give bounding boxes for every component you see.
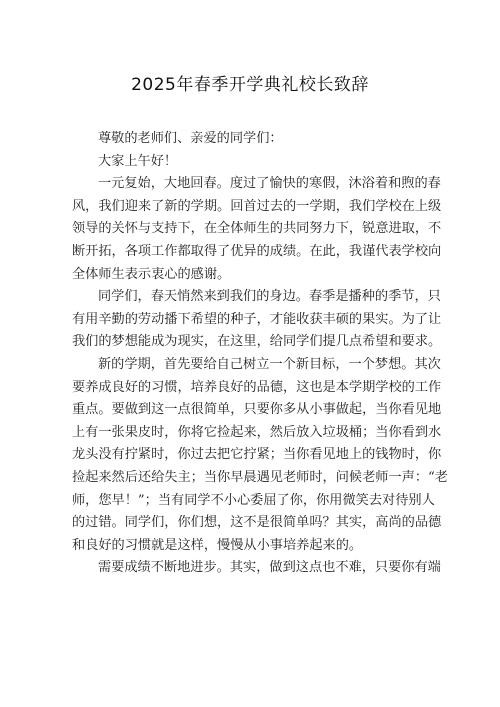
text-line: 全体师生表示衷心的感谢。 [72,266,231,282]
text-line: 新的学期，首先要给自己树立一个新目标，一个梦想。其次 [98,356,441,372]
text-line: 重点。要做到这一点很简单，只要你多从小事做起，当你看见地 [72,402,442,418]
text-line: 和良好的习惯就是这样，慢慢从小事培养起来的。 [72,537,363,553]
text-line: 需要成绩不断地进步。其实，做到这点也不难，只要你有端 [98,560,441,576]
text-line: 同学们，春天悄然来到我们的身边。春季是播种的季节，只 [98,289,441,305]
text-line: 大家上午好！ [98,153,178,169]
text-line: 师，您早！”；当有同学不小心委屈了你，你用微笑去对待别人 [72,492,435,508]
text-line: 领导的关怀与支持下，在全体师生的共同努力下，锐意进取，不 [72,221,442,237]
text-line: 要养成良好的习惯，培养良好的品德，这也是本学期学校的工作 [72,379,442,395]
text-line: 我们的梦想能成为现实，在这里，给同学们提几点希望和要求。 [72,334,442,350]
text-line: 的过错。同学们，你们想，这不是很简单吗？其实，高尚的品德 [72,515,442,531]
text-line: 上有一张果皮时，你将它捡起来，然后放入垃圾桶；当你看到水 [72,424,442,440]
document-body [72,128,448,580]
text-line: 风，我们迎来了新的学期。回首过去的一学期，我们学校在上级 [72,198,442,214]
text-line: 捡起来然后还给失主；当你早晨遇见老师时，问候老师一声：“老 [72,469,448,485]
text-line: 尊敬的老师们、亲爱的同学们： [98,131,283,146]
text-line: 龙头没有拧紧时，你过去把它拧紧；当你看见地上的钱物时，你 [72,447,442,463]
text-line: 断开拓，各项工作都取得了优异的成绩。在此，我谨代表学校向 [72,243,442,259]
text-line: 有用辛勤的劳动播下希望的种子，才能收获丰硕的果实。为了让 [72,311,442,327]
text-line: 一元复始，大地回春。度过了愉快的寒假，沐浴着和煦的春 [98,176,441,192]
document-title: 2025年春季开学典礼校长致辞 [131,75,369,95]
